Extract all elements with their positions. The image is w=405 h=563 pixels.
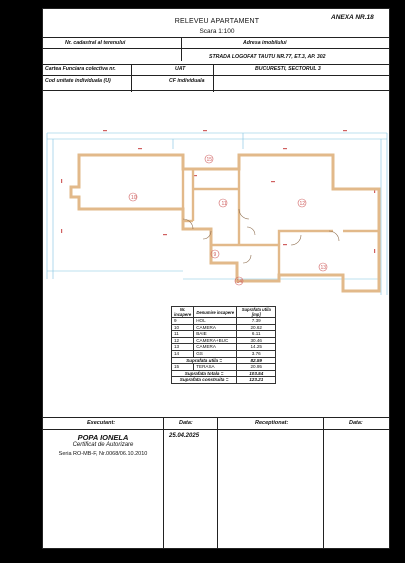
room-label-14: 14 — [236, 279, 243, 285]
exterior-walls — [71, 155, 379, 291]
row-nr: 12 — [172, 337, 194, 344]
signature-date: 25.04.2025 — [169, 433, 200, 439]
table-row — [172, 344, 276, 351]
uat-value: BUCURESTI, SECTORUL 3 — [255, 66, 321, 72]
row-area: 6.11 — [237, 331, 276, 338]
row-area: 30.46 — [237, 337, 276, 344]
cf-individuala-label: CF individuala — [169, 78, 205, 84]
dimension-lines — [47, 133, 387, 295]
suprafata-construita-label: Suprafata construita = — [172, 377, 237, 384]
certificate-serie: Seria RO-MB-F, Nr.0068/06.10.2010 — [58, 451, 148, 457]
areas-table — [171, 306, 276, 384]
suprafata-totala-label: Suprafata totala = — [172, 370, 237, 377]
dimension-ticks — [61, 130, 375, 253]
room-label-15: 15 — [206, 157, 213, 163]
row-area: 20.62 — [237, 324, 276, 331]
door-arcs — [183, 209, 339, 263]
row-area: 14.25 — [237, 344, 276, 351]
adresa-value: STRADA LOGOFAT TAUTU NR.77, ET.3, AP. 302 — [209, 54, 326, 60]
suprafata-utila-value: 82.59 — [237, 357, 276, 364]
room-markers — [129, 155, 327, 285]
cod-unitate-label: Cod unitate individuala (U) — [45, 78, 111, 84]
terasa-row — [172, 364, 276, 371]
terasa-name: TERASA — [194, 364, 237, 371]
suprafata-utila-row — [172, 357, 276, 364]
executant-name: POPA IONELA — [77, 433, 129, 442]
receptionat-label: Receptionat: — [255, 420, 289, 426]
row-area: 7.39 — [237, 318, 276, 325]
row-name: BAIE — [194, 331, 237, 338]
room-label-12: 12 — [299, 201, 306, 207]
adresa-label: Adresa imobilului — [243, 40, 287, 46]
suprafata-totala-value: 103.54 — [237, 370, 276, 377]
row-area: 3.76 — [237, 350, 276, 357]
uat-label: UAT — [175, 66, 186, 72]
suprafata-totala-row — [172, 370, 276, 377]
table-row — [172, 331, 276, 338]
data-label: Data: — [179, 420, 193, 426]
room-label-11: 11 — [221, 201, 227, 207]
table-row — [172, 324, 276, 331]
document-page — [42, 8, 390, 549]
header-nr: Nr. incapere — [172, 307, 194, 318]
executant-label: Executant: — [87, 420, 116, 426]
suprafata-utila-label: Suprafata utila = — [172, 357, 237, 364]
room-label-9: 9 — [213, 252, 217, 258]
row-nr: 9 — [172, 318, 194, 325]
row-nr: 10 — [172, 324, 194, 331]
row-name: GS — [194, 350, 237, 357]
row-name: HOL — [194, 318, 237, 325]
row-nr: 13 — [172, 344, 194, 351]
row-name: CAMERA — [194, 344, 237, 351]
terasa-nr: 15 — [172, 364, 194, 371]
row-nr: 11 — [172, 331, 194, 338]
scale-label: Scara 1:100 — [199, 28, 235, 35]
floor-plan — [43, 109, 390, 299]
anexa-label: ANEXA NR.18 — [331, 14, 374, 21]
suprafata-construita-row — [172, 377, 276, 384]
document-title: RELEVEU APARTAMENT — [174, 18, 260, 25]
certificate-label: Certificat de Autorizare — [72, 442, 134, 448]
row-name: CAMERA — [194, 324, 237, 331]
header-suprafata: Suprafata utila [mp] — [237, 307, 276, 318]
nr-cadastral-label: Nr. cadastral al terenului — [65, 40, 126, 46]
room-label-10: 10 — [131, 195, 137, 201]
table-row — [172, 337, 276, 344]
row-nr: 14 — [172, 350, 194, 357]
suprafata-construita-value: 123.21 — [237, 377, 276, 384]
carte-funciara-label: Cartea Funciara colectiva nr. — [45, 66, 116, 72]
terasa-area: 20.95 — [237, 364, 276, 371]
header-denumire: Denumire incapere — [194, 307, 237, 318]
table-row — [172, 350, 276, 357]
table-row — [172, 318, 276, 325]
row-name: CAMERA+BUC — [194, 337, 237, 344]
data2-label: Data: — [349, 420, 363, 426]
room-label-13: 13 — [320, 265, 327, 271]
